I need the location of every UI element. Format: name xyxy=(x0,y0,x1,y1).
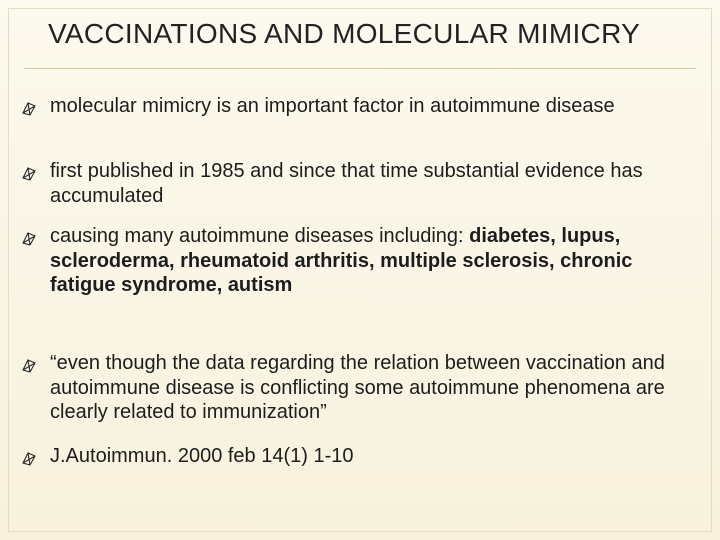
hollow-ornamental-bullet-icon xyxy=(18,355,40,375)
title-divider xyxy=(24,68,696,69)
bullet-item xyxy=(14,444,714,469)
hollow-ornamental-bullet-icon xyxy=(18,98,40,118)
hollow-ornamental-bullet-icon xyxy=(18,448,40,468)
bullet-text-plain: causing many autoimmune diseases including: xyxy=(50,225,470,247)
hollow-ornamental-bullet-icon xyxy=(18,163,40,183)
bullet-text: molecular mimicry is an important factor in autoimmune disease xyxy=(50,95,615,117)
bullet-text: “even though the data regarding the relation between vaccination and autoimmune disease is conflicting some autoimmune phenomena are clearly related to immunization” xyxy=(50,352,665,424)
bullet-text: first published in 1985 and since that time substantial evidence has accumulated xyxy=(50,160,643,207)
hollow-ornamental-bullet-icon xyxy=(18,228,40,248)
bullet-text xyxy=(50,224,696,298)
bullet-text-bold: diabetes, lupus, scleroderma, rheumatoid arthritis, multiple sclerosis, chronic fatigue syndrome, autism xyxy=(50,225,633,297)
bullet-item xyxy=(14,351,714,425)
slide-title: VACCINATIONS AND MOLECULAR MIMICRY xyxy=(48,18,641,49)
bullet-item xyxy=(14,159,714,208)
bullet-item xyxy=(14,94,714,119)
bullet-text: J.Autoimmun. 2000 feb 14(1) 1-10 xyxy=(50,445,354,467)
bullet-item xyxy=(14,224,714,298)
